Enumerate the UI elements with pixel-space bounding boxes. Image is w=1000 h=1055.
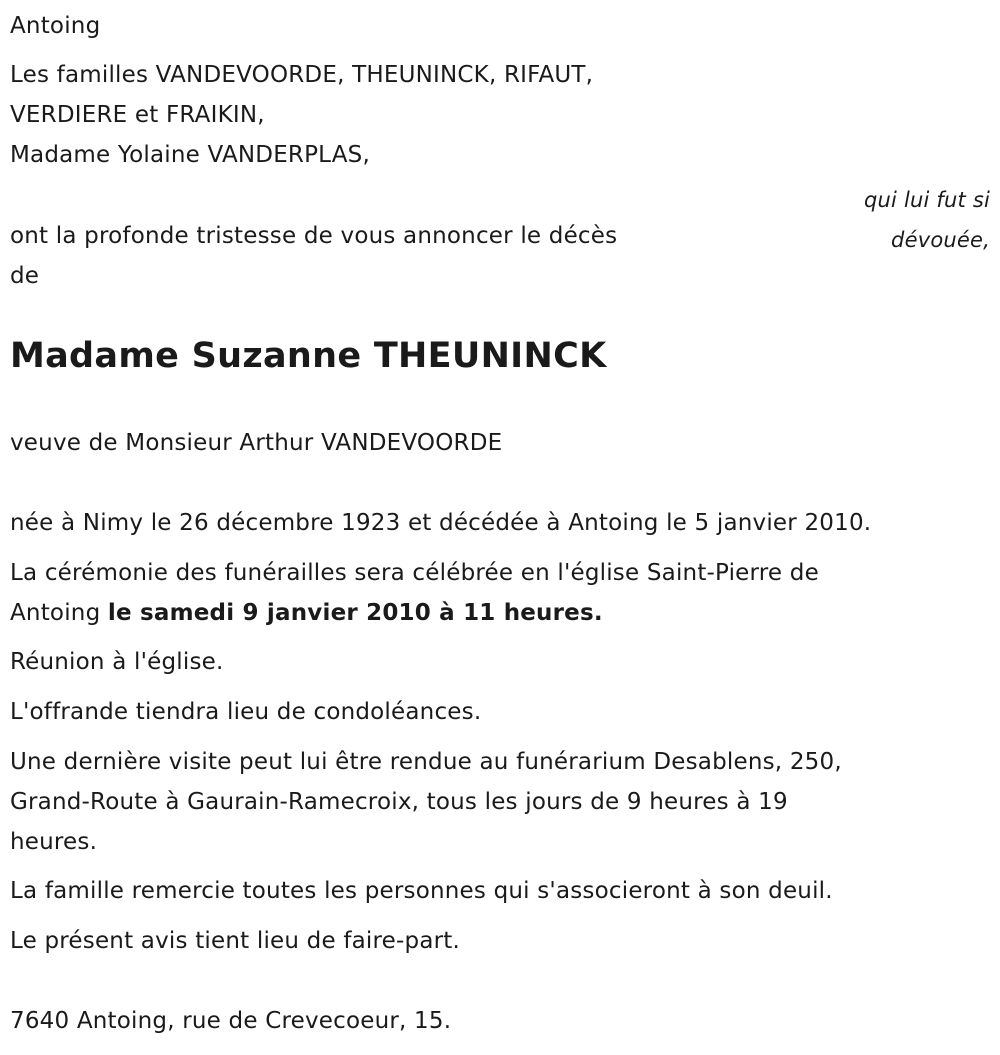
- deceased-name: Madame Suzanne THEUNINCK: [10, 336, 607, 376]
- ceremony-line-1: La cérémonie des funérailles sera célébrée en l'église Saint-Pierre de: [10, 560, 819, 586]
- widow-of: veuve de Monsieur Arthur VANDEVOORDE: [10, 430, 503, 456]
- visit-line-3: heures.: [10, 829, 98, 855]
- city-header: Antoing: [10, 13, 101, 39]
- announcement-line-2: de: [10, 263, 40, 289]
- visit-line-2: Grand-Route à Gaurain-Ramecroix, tous les jours de 9 heures à 19: [10, 789, 788, 815]
- ceremony-place: Antoing: [10, 600, 108, 626]
- visit-line-1: Une dernière visite peut lui être rendue au funérarium Desablens, 250,: [10, 749, 842, 775]
- families-line-3: Madame Yolaine VANDERPLAS,: [10, 142, 370, 168]
- birth-death: née à Nimy le 26 décembre 1923 et décédée à Antoing le 5 janvier 2010.: [10, 510, 872, 536]
- address: 7640 Antoing, rue de Crevecoeur, 15.: [10, 1008, 452, 1034]
- ceremony-date: le samedi 9 janvier 2010 à 11 heures.: [107, 600, 603, 626]
- meeting: Réunion à l'église.: [10, 649, 224, 675]
- announcement-line-1: ont la profonde tristesse de vous annoncer le décès: [10, 223, 618, 249]
- ceremony-line-2: [10, 593, 603, 633]
- aside-line-2: dévouée,: [891, 228, 990, 252]
- notice: Le présent avis tient lieu de faire-part.: [10, 928, 461, 954]
- families-line-2: VERDIERE et FRAIKIN,: [10, 102, 265, 128]
- aside-line-1: qui lui fut si: [864, 188, 990, 212]
- families-line-1: Les familles VANDEVOORDE, THEUNINCK, RIFAUT,: [10, 62, 594, 88]
- offering: L'offrande tiendra lieu de condoléances.: [10, 699, 482, 725]
- thanks: La famille remercie toutes les personnes qui s'associeront à son deuil.: [10, 878, 833, 904]
